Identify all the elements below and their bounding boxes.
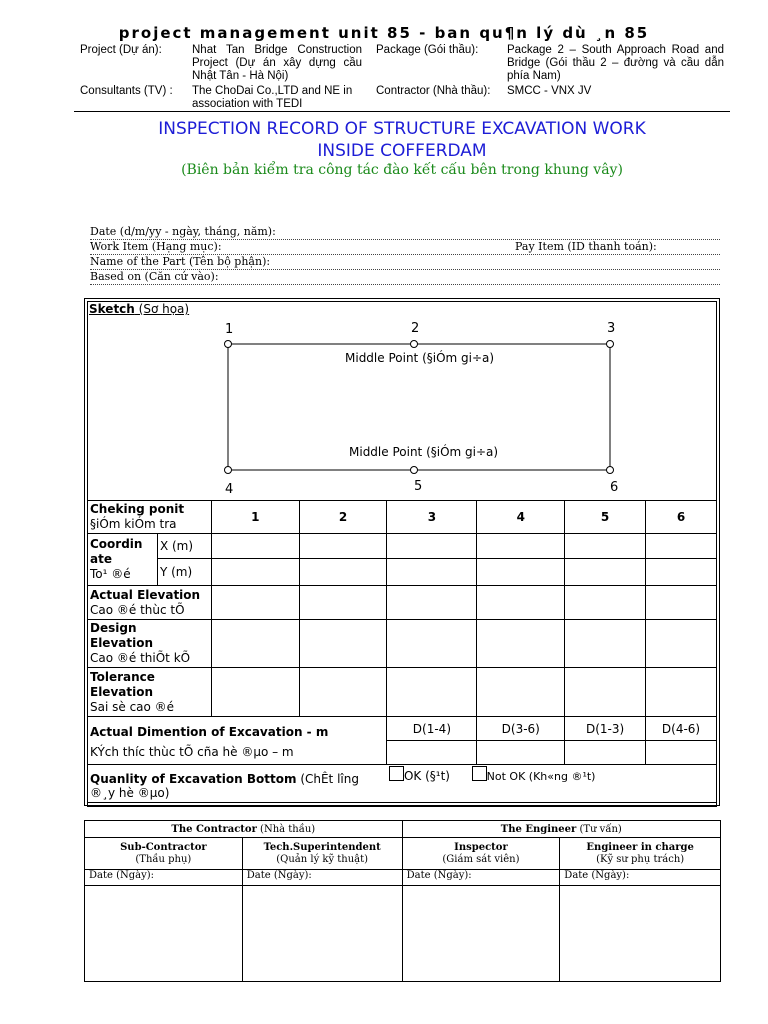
project-label: Project (Dự án): bbox=[80, 44, 162, 56]
table-row bbox=[88, 534, 717, 559]
y-cell-6[interactable] bbox=[646, 559, 717, 586]
role-title-vn: (Quản lý kỹ thuật) bbox=[276, 853, 369, 865]
x-cell-6[interactable] bbox=[646, 534, 717, 559]
dim-header-1: D(1-4) bbox=[387, 717, 477, 741]
table-row bbox=[88, 620, 717, 668]
role-title: Inspector bbox=[454, 841, 508, 853]
contractor-label: Contractor (Nhà thầu): bbox=[376, 85, 491, 97]
pay-item-label: Pay Item (ID thanh toán): bbox=[515, 240, 657, 253]
actual-elevation-label: Actual Elevation bbox=[90, 587, 201, 602]
design-elev-cell-5[interactable] bbox=[565, 620, 646, 668]
signature-box-engineer[interactable] bbox=[560, 886, 721, 982]
engineer-in-charge-cell bbox=[560, 838, 721, 870]
ok-checkbox[interactable] bbox=[389, 766, 404, 781]
checking-point-cell bbox=[88, 501, 212, 534]
actual-elevation-cell bbox=[88, 586, 212, 620]
document-title-line1: INSPECTION RECORD OF STRUCTURE EXCAVATION WORK bbox=[158, 119, 646, 139]
actual-elev-cell-5[interactable] bbox=[565, 586, 646, 620]
based-on-label: Based on (Căn cứ vào): bbox=[90, 270, 219, 283]
column-header-6: 6 bbox=[646, 501, 717, 534]
design-elevation-cell bbox=[88, 620, 212, 668]
tolerance-cell-5[interactable] bbox=[565, 668, 646, 717]
quality-cell bbox=[88, 765, 387, 807]
role-title: Tech.Superintendent bbox=[263, 841, 381, 853]
quality-options-cell bbox=[387, 765, 717, 807]
x-cell-3[interactable] bbox=[387, 534, 477, 559]
ok-label: OK (§¹t) bbox=[403, 769, 450, 783]
design-elev-cell-1[interactable] bbox=[211, 620, 299, 668]
point-label-2: 2 bbox=[411, 321, 420, 336]
table-row bbox=[88, 717, 717, 741]
role-title-vn: (Kỹ sư phụ trách) bbox=[596, 853, 685, 865]
actual-dimension-cell bbox=[88, 717, 387, 765]
y-cell-4[interactable] bbox=[477, 559, 565, 586]
coordinate-label-vn: To¹ ®é bbox=[90, 567, 131, 581]
engineer-title: The Engineer bbox=[500, 823, 577, 835]
design-elevation-label: Design Elevation bbox=[90, 621, 154, 650]
column-header-2: 2 bbox=[299, 501, 387, 534]
x-cell-2[interactable] bbox=[299, 534, 387, 559]
tolerance-cell-2[interactable] bbox=[299, 668, 387, 717]
tolerance-label: Tolerance Elevation bbox=[90, 669, 155, 699]
not-ok-checkbox[interactable] bbox=[472, 766, 487, 781]
point-label-4: 4 bbox=[225, 482, 234, 497]
quality-label: Quanlity of Excavation Bottom bbox=[90, 771, 297, 786]
sketch-point-3 bbox=[607, 341, 614, 348]
actual-dimension-label-vn: KÝch thíc thùc tÕ cña hè ®µo – m bbox=[90, 744, 294, 759]
tolerance-cell-6[interactable] bbox=[646, 668, 717, 717]
not-ok-label: Not OK (Kh«ng ®¹t) bbox=[486, 770, 596, 783]
dim-header-4: D(4-6) bbox=[646, 717, 717, 741]
sketch-label: Sketch bbox=[89, 302, 135, 316]
role-title: Engineer in charge bbox=[586, 841, 694, 853]
table-row bbox=[85, 838, 721, 870]
inspection-table bbox=[87, 500, 717, 807]
package-value: Package 2 – South Approach Road and Bridge (Gói thầu 2 – đường và cầu dẫn phía Nam) bbox=[507, 44, 724, 82]
page-header-title: project management unit 85 - ban qu¶n lý dù ¸n 85 bbox=[118, 24, 650, 42]
contractor-value: SMCC - VNX JV bbox=[507, 85, 592, 97]
ok-option[interactable] bbox=[389, 769, 450, 783]
tech-superintendent-cell bbox=[242, 838, 402, 870]
sketch-point-2 bbox=[411, 341, 418, 348]
sketch-point-4 bbox=[225, 467, 232, 474]
y-label: Y (m) bbox=[157, 559, 211, 586]
inspector-cell bbox=[402, 838, 560, 870]
document-title-line2: INSIDE COFFERDAM bbox=[317, 141, 487, 161]
date-field-sub-contractor[interactable]: Date (Ngày): bbox=[85, 870, 243, 886]
tolerance-cell-3[interactable] bbox=[387, 668, 477, 717]
column-header-4: 4 bbox=[477, 501, 565, 534]
design-elev-cell-6[interactable] bbox=[646, 620, 717, 668]
dim-cell-2[interactable] bbox=[477, 741, 565, 765]
y-cell-2[interactable] bbox=[299, 559, 387, 586]
quality-label-vn: (ChÊt lîng ®¸y hè ®µo) bbox=[90, 771, 359, 800]
middle-point-bottom: Middle Point (§iÓm gi÷a) bbox=[349, 445, 499, 459]
dim-cell-1[interactable] bbox=[387, 741, 477, 765]
actual-dimension-label: Actual Dimention of Excavation - m bbox=[90, 724, 329, 739]
table-row bbox=[88, 586, 717, 620]
contractor-header bbox=[85, 821, 403, 838]
design-elev-cell-3[interactable] bbox=[387, 620, 477, 668]
date-label: Date (d/m/yy - ngày, tháng, năm): bbox=[90, 225, 276, 238]
contractor-title: The Contractor bbox=[171, 823, 257, 835]
tolerance-label-vn: Sai sè cao ®é bbox=[90, 699, 175, 714]
not-ok-option[interactable] bbox=[472, 769, 596, 783]
x-label: X (m) bbox=[157, 534, 211, 559]
contractor-title-vn: (Nhà thầu) bbox=[256, 823, 316, 835]
tolerance-cell-1[interactable] bbox=[211, 668, 299, 717]
x-cell-5[interactable] bbox=[565, 534, 646, 559]
x-cell-1[interactable] bbox=[211, 534, 299, 559]
work-item-label: Work Item (Hạng mục): bbox=[90, 240, 222, 253]
point-label-3: 3 bbox=[607, 321, 616, 336]
column-header-5: 5 bbox=[565, 501, 646, 534]
actual-elev-cell-6[interactable] bbox=[646, 586, 717, 620]
engineer-header bbox=[402, 821, 720, 838]
checking-point-label-vn: §iÓm kiÓm tra bbox=[90, 517, 177, 531]
part-label: Name of the Part (Tên bộ phận): bbox=[90, 255, 271, 268]
tolerance-cell bbox=[88, 668, 212, 717]
signature-table bbox=[84, 820, 721, 982]
actual-elev-cell-4[interactable] bbox=[477, 586, 565, 620]
y-cell-3[interactable] bbox=[387, 559, 477, 586]
middle-point-top: Middle Point (§iÓm gi÷a) bbox=[345, 351, 495, 365]
table-row bbox=[85, 821, 721, 838]
x-cell-4[interactable] bbox=[477, 534, 565, 559]
point-label-6: 6 bbox=[610, 480, 619, 495]
table-row bbox=[88, 559, 717, 586]
table-row bbox=[88, 765, 717, 807]
sketch-point-5 bbox=[411, 467, 418, 474]
design-elev-cell-2[interactable] bbox=[299, 620, 387, 668]
table-row bbox=[88, 501, 717, 534]
sketch-point-1 bbox=[225, 341, 232, 348]
role-title-vn: (Giám sát viên) bbox=[442, 853, 520, 865]
sub-contractor-cell bbox=[85, 838, 243, 870]
date-field-engineer[interactable]: Date (Ngày): bbox=[560, 870, 721, 886]
coordinate-label: Coordin ate bbox=[90, 537, 143, 566]
actual-elev-cell-1[interactable] bbox=[211, 586, 299, 620]
dim-header-3: D(1-3) bbox=[565, 717, 646, 741]
role-title: Sub-Contractor bbox=[120, 841, 207, 853]
consultants-value: The ChoDai Co.,LTD and NE in association with TEDI bbox=[192, 85, 353, 110]
design-elevation-label-vn: Cao ®é thiÕt kÕ bbox=[90, 651, 191, 665]
design-elev-cell-4[interactable] bbox=[477, 620, 565, 668]
dim-header-2: D(3-6) bbox=[477, 717, 565, 741]
signature-box-sub-contractor[interactable] bbox=[85, 886, 243, 982]
project-value: Nhat Tan Bridge Construction Project (Dự án xây dựng cầu Nhật Tân - Hà Nội) bbox=[192, 44, 362, 82]
engineer-title-vn: (Tư vấn) bbox=[576, 823, 622, 835]
actual-elevation-label-vn: Cao ®é thùc tÕ bbox=[90, 602, 185, 617]
table-row bbox=[85, 886, 721, 982]
dim-cell-4[interactable] bbox=[646, 741, 717, 765]
signature-box-tech-superintendent[interactable] bbox=[242, 886, 402, 982]
point-label-1: 1 bbox=[225, 322, 234, 337]
date-field-inspector[interactable]: Date (Ngày): bbox=[402, 870, 560, 886]
table-row bbox=[85, 870, 721, 886]
date-field-tech-superintendent[interactable]: Date (Ngày): bbox=[242, 870, 402, 886]
sketch-label-vn: (Sơ họa) bbox=[134, 302, 190, 316]
signature-box-inspector[interactable] bbox=[402, 886, 560, 982]
column-header-3: 3 bbox=[387, 501, 477, 534]
dim-cell-3[interactable] bbox=[565, 741, 646, 765]
package-label: Package (Gói thầu): bbox=[376, 44, 479, 56]
coordinate-cell bbox=[88, 534, 158, 586]
consultants-label: Consultants (TV) : bbox=[80, 85, 173, 97]
y-cell-5[interactable] bbox=[565, 559, 646, 586]
table-row bbox=[88, 668, 717, 717]
point-label-5: 5 bbox=[414, 479, 423, 494]
actual-elev-cell-3[interactable] bbox=[387, 586, 477, 620]
y-cell-1[interactable] bbox=[211, 559, 299, 586]
document-subtitle: (Biên bản kiểm tra công tác đào kết cấu bên trong khung vây) bbox=[181, 162, 623, 178]
tolerance-cell-4[interactable] bbox=[477, 668, 565, 717]
sketch-point-6 bbox=[607, 467, 614, 474]
checking-point-label: Cheking ponit bbox=[90, 502, 185, 516]
actual-elev-cell-2[interactable] bbox=[299, 586, 387, 620]
role-title-vn: (Thầu phụ) bbox=[135, 853, 192, 865]
column-header-1: 1 bbox=[211, 501, 299, 534]
